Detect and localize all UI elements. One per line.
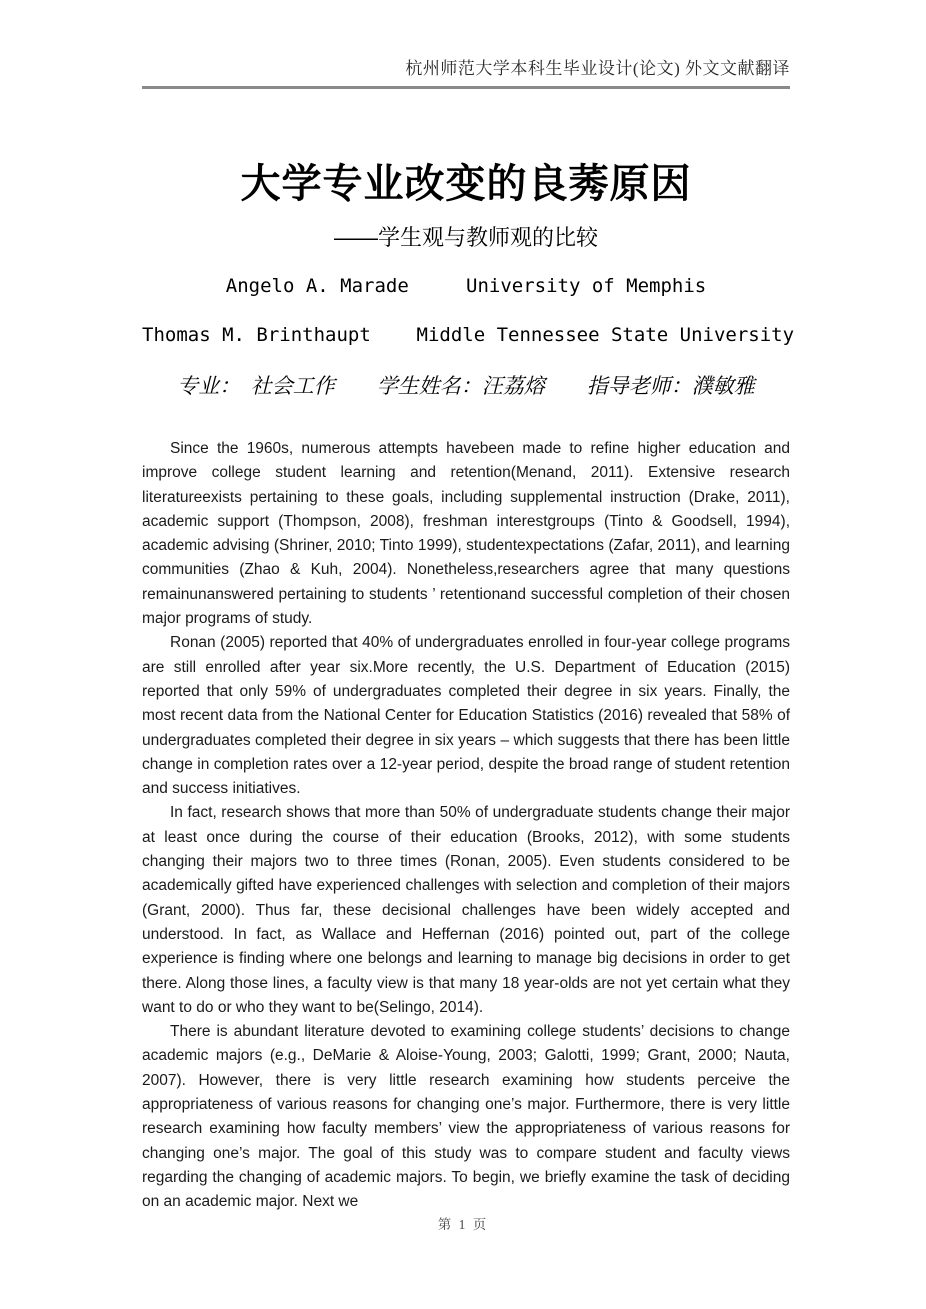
- paragraph-1: Since the 1960s, numerous attempts havebeen made to refine higher education and improve college student learning and retention(Menand, 2011). Extensive research literatureexists pertaining to these goals, including supplemental instruction (Drake, 2011), academic support (Thompson, 2008), freshman interestgroups (Tinto & Goodsell, 1994), academic advising (Shriner, 2010; Tinto 1999), studentexpectations (Zafar, 2011), and learning communities (Zhao & Kuh, 2004). Nonetheless,researchers agree that many questions remainunanswered pertaining to students ’ retentionand successful completion of their chosen major programs of study.: [142, 440, 790, 628]
- page-number: 第 1 页: [437, 1217, 489, 1232]
- major-student-advisor-line: 专业： 社会工作 学生姓名：汪荔熔 指导老师：濮敏雅: [177, 374, 755, 398]
- page-content: [142, 0, 795, 1215]
- header-divider: [142, 86, 790, 89]
- document-subtitle: ——学生观与教师观的比较: [333, 225, 598, 250]
- author-line-2: Thomas M. Brinthaupt Middle Tennessee State University: [142, 324, 795, 346]
- paragraph-4: There is abundant literature devoted to examining college students’ decisions to change academic majors (e.g., DeMarie & Aloise-Young, 2003; Galotti, 1999; Grant, 2000; Nauta, 2007). However, there is very little research examining how students perceive the appropriateness of various reasons for changing one’s major. Furthermore, there is very little research examining how faculty members’ view the appropriateness of various reasons for changing one’s major. The goal of this study was to compare student and faculty views regarding the changing of academic majors. To begin, we briefly examine the task of deciding on an academic major. Next we: [142, 1023, 790, 1211]
- paragraph-3: In fact, research shows that more than 50% of undergraduate students change their major at least once during the course of their education (Brooks, 2012), with some students changing their majors two to three times (Ronan, 2005). Even students considered to be academically gifted have experienced challenges with selection and completion of their majors (Grant, 2000). Thus far, these decisional challenges have been widely accepted and understood. In fact, as Wallace and Heffernan (2016) pointed out, part of the college experience is finding where one belongs and learning to manage big decisions in order to get there. Along those lines, a faculty view is that many 18 year-olds are not yet certain what they want to do or who they want to be(Selingo, 2014).: [142, 804, 790, 1016]
- page-header-text: 杭州师范大学本科生毕业设计(论文) 外文文献翻译: [405, 59, 790, 78]
- document-title: 大学专业改变的良莠原因: [240, 162, 692, 206]
- paragraph-2: Ronan (2005) reported that 40% of undergraduates enrolled in four-year college programs are still enrolled after year six.More recently, the U.S. Department of Education (2015) reported that only 59% of undergraduates completed their degree in six years. Finally, the most recent data from the National Center for Education Statistics (2016) revealed that 58% of undergraduates completed their degree in six years – which suggests that there has been little change in completion rates over a 12-year period, despite the broad range of student retention and success initiatives.: [142, 634, 790, 798]
- author-line-1: Angelo A. Marade University of Memphis: [225, 275, 707, 297]
- body-text: [142, 437, 790, 1215]
